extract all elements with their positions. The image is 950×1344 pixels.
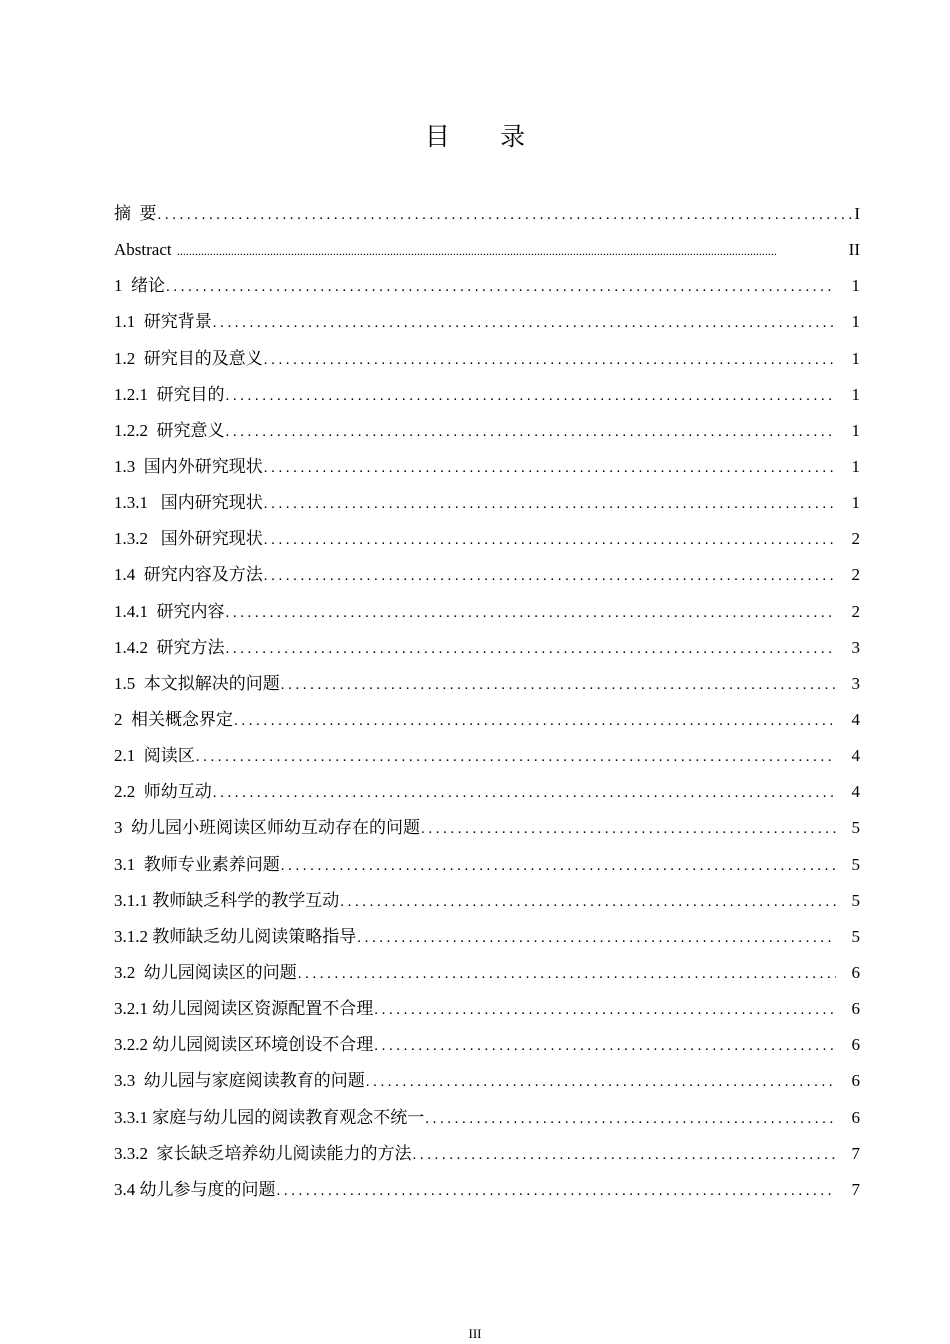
dot-leader [263, 523, 836, 557]
toc-entry-page: 1 [851, 420, 860, 440]
toc-entry[interactable] [114, 522, 860, 558]
toc-entry[interactable] [114, 920, 860, 956]
toc-entry-page: 1 [851, 348, 860, 368]
toc-entry-label: 3.1.2 教师缺乏幼儿阅读策略指导 [114, 926, 357, 946]
dot-leader [276, 1174, 837, 1208]
footer-page-number: III [468, 1326, 482, 1341]
toc-entry[interactable] [114, 486, 860, 522]
toc-entry[interactable] [114, 956, 860, 992]
dot-leader [233, 704, 836, 738]
toc-entry-page: 1 [851, 276, 860, 296]
toc-entry-label: 3.3.2 家长缺乏培养幼儿阅读能力的方法 [114, 1143, 412, 1163]
dot-leader [212, 776, 836, 810]
dot-leader [297, 957, 836, 991]
toc-entry-label: 3.3 幼儿园与家庭阅读教育的问题 [114, 1071, 365, 1091]
toc-entry-page: 5 [851, 926, 860, 946]
toc-entry-page: II [848, 240, 860, 260]
dot-leader [165, 270, 836, 304]
toc-entry-page: 5 [851, 818, 860, 838]
toc-list [114, 197, 860, 1209]
dot-leader [225, 379, 837, 413]
toc-entry-label: 1.3.1 国内研究现状 [114, 493, 263, 513]
toc-entry-page: 1 [851, 384, 860, 404]
toc-entry-page: 3 [851, 673, 860, 693]
toc-entry-label: 3.1 教师专业素养问题 [114, 854, 280, 874]
toc-entry-page: 4 [851, 782, 860, 802]
toc-entry-label: 3.2.1 幼儿园阅读区资源配置不合理 [114, 999, 374, 1019]
toc-entry[interactable] [114, 703, 860, 739]
toc-entry[interactable] [114, 992, 860, 1028]
toc-entry-page: I [854, 204, 860, 223]
dot-leader [424, 1102, 836, 1136]
toc-entry-page: 1 [851, 493, 860, 513]
dot-leader [263, 487, 836, 521]
dot-leader [225, 415, 837, 449]
toc-entry-page: 2 [851, 529, 860, 549]
toc-entry-label: 3.4 幼儿参与度的问题 [114, 1179, 276, 1199]
toc-entry[interactable] [114, 631, 860, 667]
toc-entry-label: 1.3.2 国外研究现状 [114, 529, 263, 549]
toc-entry-label: 3.2.2 幼儿园阅读区环境创设不合理 [114, 1035, 374, 1055]
toc-entry[interactable] [114, 1137, 860, 1173]
toc-entry[interactable] [114, 848, 860, 884]
toc-entry[interactable] [114, 1101, 860, 1137]
toc-entry[interactable] [114, 811, 860, 847]
toc-entry[interactable] [114, 414, 860, 450]
toc-entry-label: 1.2 研究目的及意义 [114, 348, 263, 368]
dot-leader [280, 668, 836, 702]
dot-leader [356, 921, 836, 955]
dot-leader [157, 198, 853, 232]
toc-entry[interactable] [114, 450, 860, 486]
toc-entry-page: 6 [851, 1107, 860, 1127]
toc-entry-label: Abstract [114, 240, 176, 260]
toc-entry-page: 3 [851, 637, 860, 657]
dot-leader [280, 849, 836, 883]
toc-entry-label: 1.2.1 研究目的 [114, 384, 225, 404]
toc-entry-page: 5 [851, 854, 860, 874]
toc-entry-label: 1 绪论 [114, 276, 165, 296]
toc-entry-label: 3 幼儿园小班阅读区师幼互动存在的问题 [114, 818, 420, 838]
dot-leader [373, 993, 836, 1027]
toc-entry-page: 1 [851, 456, 860, 476]
dot-leader [195, 740, 836, 774]
toc-entry-label: 1.3 国内外研究现状 [114, 456, 263, 476]
toc-entry-label: 2 相关概念界定 [114, 709, 233, 729]
toc-entry-label: 1.4.2 研究方法 [114, 637, 225, 657]
toc-entry-label: 摘 要 [114, 204, 157, 223]
toc-entry[interactable] [114, 378, 860, 414]
dot-leader [225, 596, 837, 630]
toc-entry-page: 2 [851, 601, 860, 621]
dot-leader [212, 306, 836, 340]
dot-leader [365, 1065, 836, 1099]
toc-entry-page: 4 [851, 746, 860, 766]
toc-entry-page: 4 [851, 709, 860, 729]
toc-entry[interactable] [114, 884, 860, 920]
toc-entry-label: 3.3.1 家庭与幼儿园的阅读教育观念不统一 [114, 1107, 425, 1127]
dot-leader [263, 451, 836, 485]
toc-entry-label: 1.4.1 研究内容 [114, 601, 225, 621]
toc-entry-label: 1.1 研究背景 [114, 312, 212, 332]
toc-entry[interactable] [114, 233, 860, 269]
toc-entry[interactable] [114, 667, 860, 703]
dot-leader [225, 632, 837, 666]
dot-leader [373, 1029, 836, 1063]
toc-entry[interactable] [114, 739, 860, 775]
toc-entry[interactable] [114, 1173, 860, 1209]
dot-leader [339, 885, 836, 919]
dot-leader [263, 343, 836, 377]
toc-entry-label: 2.1 阅读区 [114, 746, 195, 766]
toc-entry[interactable] [114, 1028, 860, 1064]
toc-entry-page: 6 [851, 1035, 860, 1055]
toc-entry[interactable] [114, 1064, 860, 1100]
toc-entry-label: 1.4 研究内容及方法 [114, 565, 263, 585]
toc-entry-page: 2 [851, 565, 860, 585]
toc-title: 目 录 [424, 124, 548, 151]
toc-entry-page: 7 [851, 1179, 860, 1199]
toc-entry-page: 6 [851, 962, 860, 982]
toc-entry[interactable] [114, 342, 860, 378]
toc-entry-label: 3.2 幼儿园阅读区的问题 [114, 962, 297, 982]
dot-leader [176, 234, 846, 268]
toc-entry-page: 6 [851, 1071, 860, 1091]
toc-entry[interactable] [114, 775, 860, 811]
toc-entry[interactable] [114, 558, 860, 594]
toc-entry-page: 7 [851, 1143, 860, 1163]
dot-leader [420, 812, 836, 846]
toc-entry-page: 6 [851, 999, 860, 1019]
toc-entry-label: 2.2 师幼互动 [114, 782, 212, 802]
toc-entry[interactable] [114, 595, 860, 631]
toc-entry-label: 1.5 本文拟解决的问题 [114, 673, 280, 693]
toc-entry[interactable] [114, 269, 860, 305]
toc-entry[interactable] [114, 197, 860, 233]
dot-leader [412, 1138, 837, 1172]
toc-entry[interactable] [114, 305, 860, 341]
toc-entry-label: 1.2.2 研究意义 [114, 420, 225, 440]
toc-entry-page: 1 [851, 312, 860, 332]
toc-entry-page: 5 [851, 890, 860, 910]
dot-leader [263, 559, 836, 593]
toc-entry-label: 3.1.1 教师缺乏科学的教学互动 [114, 890, 340, 910]
